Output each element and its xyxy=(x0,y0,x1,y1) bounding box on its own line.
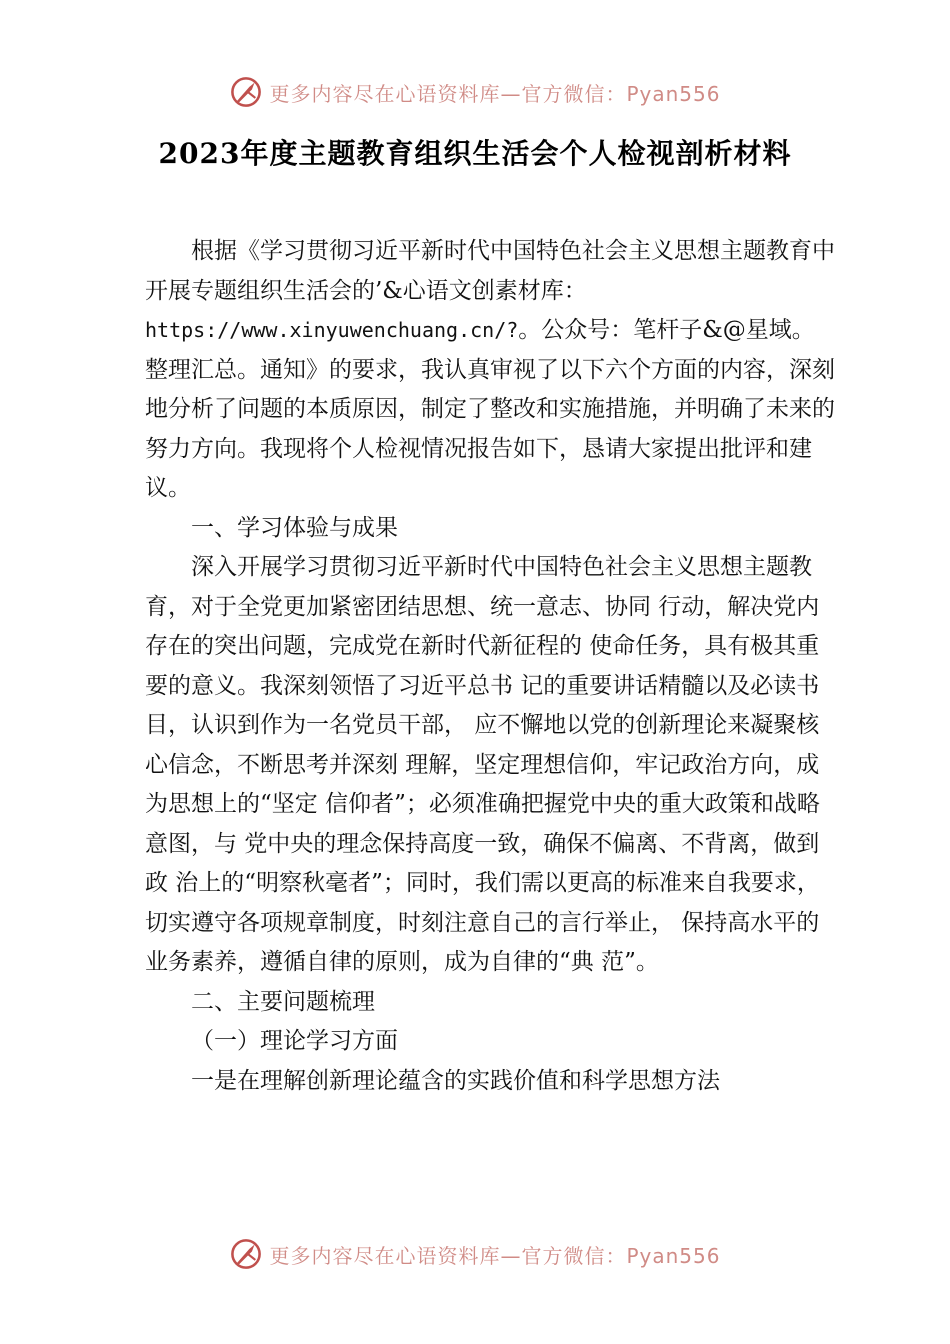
section1-paragraph: 深入开展学习贯彻习近平新时代中国特色社会主义思想主题教育，对于全党更加紧密团结思想、统一意志、协同 行动，解决党内存在的突出问题，完成党在新时代新征程的 使命任务，具有极其重要的意义。我深刻领悟了习近平总书 记的重要讲话精髓以及必读书目，认识到作为一名党员干部， 应不懈地以党的创新理论来凝聚核心信念，不断思考并深刻 理解，坚定理想信仰，牢记政治方向，成为思想上的“坚定 信仰者”；必须准确把握党中央的重大政策和战略意图，与 党中央的理念保持高度一致，确保不偏离、不背离，做到政 治上的“明察秋毫者”；同时，我们需以更高的标准来自我要求，切实遵守各项规章制度，时刻注意自己的言行举止， 保持高水平的业务素养，遵循自律的原则，成为自律的“典 范”。 xyxy=(145,554,820,975)
watermark-text: 更多内容尽在心语资料库—官方微信：Pyan556 xyxy=(269,1243,721,1268)
header-watermark xyxy=(0,72,950,112)
intro-url: https://www.xinyuwenchuang.cn/? xyxy=(145,318,519,342)
footer-watermark xyxy=(0,1234,950,1274)
section2-heading: 二、主要问题梳理 xyxy=(191,988,375,1015)
section1-heading: 一、学习体验与成果 xyxy=(191,514,398,541)
pen-nib-logo-icon xyxy=(229,75,263,109)
document-body xyxy=(145,232,835,1101)
watermark-text: 更多内容尽在心语资料库—官方微信：Pyan556 xyxy=(269,81,721,106)
intro-text-part2: 。公众号：笔杆子&@星域。整理汇总。通知》的要求，我认真审视了以下六个方面的内容，深刻地分析了问题的本质原因，制定了整改和实施措施，并明确了未来的努力方向。我现将个人检视情况报告如下，恳请大家提出批评和建议。 xyxy=(145,317,835,501)
subsection1-paragraph: 一是在理解创新理论蕴含的实践价值和科学思想方法 xyxy=(191,1067,720,1094)
pen-nib-logo-icon xyxy=(229,1237,263,1271)
subsection1-heading: （一）理论学习方面 xyxy=(191,1028,398,1054)
intro-paragraph xyxy=(145,232,835,509)
intro-text-part1: 根据《学习贯彻习近平新时代中国特色社会主义思想主题教育中开展专题组织生活会的’&心语文创素材库： xyxy=(145,238,835,304)
document-title: 2023年度主题教育组织生活会个人检视剖析材料 xyxy=(158,137,792,170)
